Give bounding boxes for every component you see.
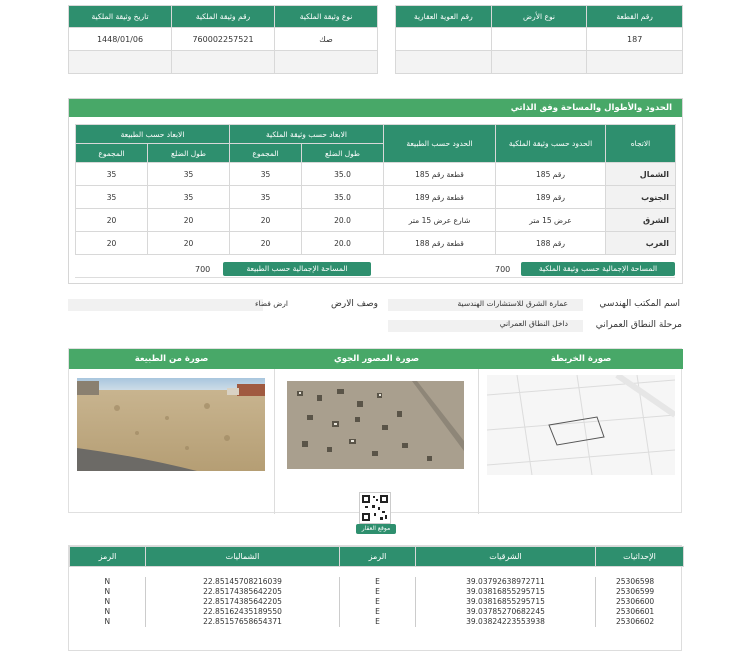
- aerial-photo-title: صورة المصور الجوي: [333, 354, 420, 364]
- nature-photo-title: صورة من الطبيعة: [134, 354, 209, 364]
- total-nature-label: المساحة الإجمالية حسب الطبيعة: [223, 262, 371, 276]
- table-row: [70, 607, 684, 617]
- deed-length: 20.0: [302, 209, 384, 232]
- header-deed-dims: الابعاد حسب وثيقة الملكية: [230, 125, 384, 144]
- nature-length: 20: [148, 232, 230, 255]
- deed-length: 20.0: [302, 232, 384, 255]
- deed-bound: رقم 188: [496, 232, 606, 255]
- nature-total: 35: [76, 163, 148, 186]
- urban-value: داخل النطاق العمراني: [499, 319, 568, 328]
- deed-total: 35: [230, 163, 302, 186]
- land-desc-label: وصف الارض: [330, 299, 378, 309]
- deed-number: 760002257521: [172, 28, 275, 51]
- info-rows: [68, 296, 683, 336]
- boundaries-table: [75, 124, 676, 255]
- table-row: [76, 163, 676, 186]
- deed-length: 35.0: [302, 186, 384, 209]
- coordinate-id: 25306599: [596, 587, 684, 597]
- easting: 39.03816855295715: [416, 587, 596, 597]
- table-row: [70, 587, 684, 597]
- coordinate-id: 25306598: [596, 577, 684, 587]
- nature-bound: قطعة رقم 189: [384, 186, 496, 209]
- header-nature-dims: الابعاد حسب الطبيعة: [76, 125, 230, 144]
- symbol-n: N: [104, 596, 111, 606]
- deed-bound: رقم 189: [496, 186, 606, 209]
- header-symbol-n: الرمز: [70, 547, 146, 567]
- nature-length: 35: [148, 163, 230, 186]
- symbol-n: N: [104, 586, 111, 596]
- deed-length: 35.0: [302, 163, 384, 186]
- header-northings: الشماليات: [146, 547, 340, 567]
- easting: 39.03816855295715: [416, 597, 596, 607]
- direction: الجنوب: [606, 186, 676, 209]
- images-section: [68, 348, 682, 513]
- coordinate-id: 25306602: [596, 617, 684, 627]
- deed-bound: عرض 15 متر: [496, 209, 606, 232]
- symbol-e: E: [340, 617, 416, 627]
- coordinate-id: 25306601: [596, 607, 684, 617]
- nature-length: 20: [148, 209, 230, 232]
- header-deed-bounds: الحدود حسب وثيقة الملكية: [496, 125, 606, 163]
- northing: 22.85162435189550: [146, 607, 340, 617]
- nature-bound: قطعة رقم 185: [384, 163, 496, 186]
- direction: الشمال: [606, 163, 676, 186]
- header-symbol-e: الرمز: [340, 547, 416, 567]
- table-row: [76, 209, 676, 232]
- office-label: اسم المكتب الهندسي: [599, 299, 680, 309]
- boundaries-section: [68, 98, 683, 284]
- aerial-photo: [287, 381, 464, 469]
- header-deed-type: نوع وثيقة الملكية: [275, 6, 378, 28]
- header-plot-number: رقم القطعة: [587, 6, 683, 28]
- symbol-e: E: [340, 577, 416, 587]
- table-row: [70, 577, 684, 587]
- symbol-n: N: [104, 576, 111, 586]
- office-value: عمارة الشرق للاستشارات الهندسية: [457, 299, 568, 308]
- coordinate-id: 25306600: [596, 597, 684, 607]
- symbol-e: E: [340, 587, 416, 597]
- qr-code[interactable]: [359, 492, 391, 524]
- total-nature-value: 700: [195, 265, 211, 274]
- easting: 39.03785270682245: [416, 607, 596, 617]
- header-deed-date: تاريخ وثيقة الملكية: [69, 6, 172, 28]
- table-row: [70, 597, 684, 607]
- total-deed-label: المساحة الإجمالية حسب وثيقة الملكية: [521, 262, 675, 276]
- boundaries-title: الحدود والأطوال والمساحة وفق الذاتي: [69, 99, 682, 117]
- deed-total: 35: [230, 186, 302, 209]
- header-deed-total: المجموع: [230, 144, 302, 163]
- coordinates-table: [69, 546, 684, 627]
- symbol-n: N: [104, 616, 111, 626]
- nature-bound: شارع عرض 15 متر: [384, 209, 496, 232]
- header-nature-bounds: الحدود حسب الطبيعة: [384, 125, 496, 163]
- header-eastings: الشرقيات: [416, 547, 596, 567]
- plot-number: 187: [587, 28, 683, 51]
- easting: 39.03792638972711: [416, 577, 596, 587]
- deed-total: 20: [230, 232, 302, 255]
- header-nature-length: طول الضلع: [148, 144, 230, 163]
- map-image: [487, 375, 675, 475]
- northing: 22.85174385642205: [146, 587, 340, 597]
- table-row: [70, 617, 684, 627]
- northing: 22.85145708216039: [146, 577, 340, 587]
- qr-label: موقع العقار: [356, 524, 396, 534]
- symbol-e: E: [340, 597, 416, 607]
- table-row: [76, 186, 676, 209]
- urban-label: مرحلة النطاق العمراني: [595, 320, 682, 330]
- easting: 39.03824223553938: [416, 617, 596, 627]
- nature-total: 20: [76, 209, 148, 232]
- deed-bound: رقم 185: [496, 163, 606, 186]
- ownership-table: [68, 5, 378, 74]
- header-coordinates: الإحداثيات: [596, 547, 684, 567]
- parcel-table: [395, 5, 683, 74]
- header-direction: الاتجاه: [606, 125, 676, 163]
- northing: 22.85157658654371: [146, 617, 340, 627]
- nature-length: 35: [148, 186, 230, 209]
- map-image-title: صورة الخريطة: [550, 354, 612, 364]
- nature-bound: قطعة رقم 188: [384, 232, 496, 255]
- symbol-e: E: [340, 607, 416, 617]
- direction: الغرب: [606, 232, 676, 255]
- nature-total: 20: [76, 232, 148, 255]
- header-deed-number: رقم وثيقة الملكية: [172, 6, 275, 28]
- northing: 22.85174385642205: [146, 597, 340, 607]
- deed-total: 20: [230, 209, 302, 232]
- coordinates-section: [68, 545, 682, 651]
- direction: الشرق: [606, 209, 676, 232]
- deed-date: 1448/01/06: [69, 28, 172, 51]
- nature-photo: [77, 378, 265, 471]
- total-deed-value: 700: [495, 265, 511, 274]
- real-estate-id: [396, 28, 492, 51]
- header-deed-length: طول الضلع: [302, 144, 384, 163]
- header-land-type: نوع الأرض: [491, 6, 587, 28]
- header-nature-total: المجموع: [76, 144, 148, 163]
- symbol-n: N: [104, 606, 111, 616]
- land-desc-value: ارض فضاء: [254, 299, 288, 308]
- deed-type: صك: [275, 28, 378, 51]
- table-row: [76, 232, 676, 255]
- nature-total: 35: [76, 186, 148, 209]
- land-type: [491, 28, 587, 51]
- header-real-estate-id: رقم العوية العقارية: [396, 6, 492, 28]
